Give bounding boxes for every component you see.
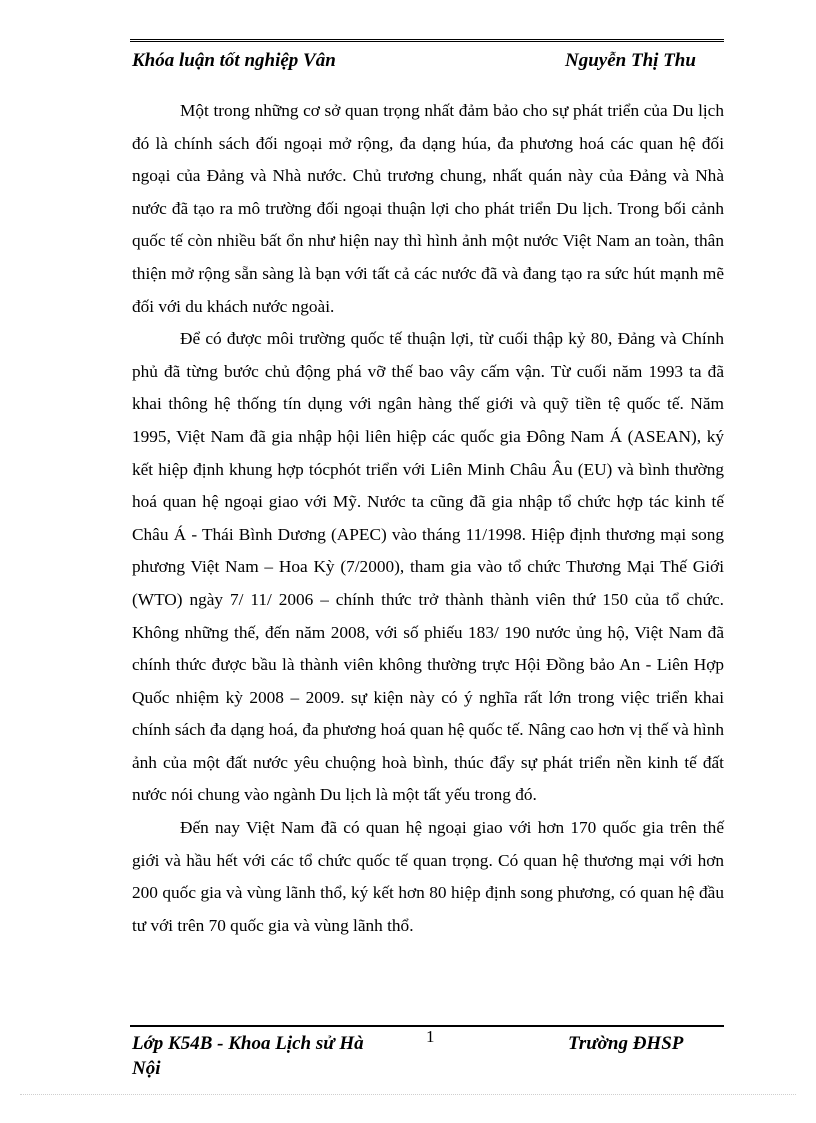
paragraph-3: Đến nay Việt Nam đã có quan hệ ngoại giao với hơn 170 quốc gia trên thế giới và hầu hết với các tổ chức quốc tế quan trọng. Có quan hệ thương mại với hơn 200 quốc gia và vùng lãnh thổ, ký kết hơn 80 hiệp định song phương, có quan hệ đầu tư với trên 70 quốc gia và vùng lãnh thổ. (132, 818, 724, 935)
footer-school-name: Trường ĐHSP (568, 1033, 684, 1054)
footer-class-info: Lớp K54B - Khoa Lịch sử Hà Nội (132, 1033, 364, 1079)
page-number: 1 (426, 1027, 435, 1046)
page-bottom-border (20, 1094, 796, 1095)
document-body (132, 95, 724, 942)
header-thesis-title: Khóa luận tốt nghiệp Vân (132, 50, 336, 71)
header-author-name: Nguyễn Thị Thu (565, 50, 696, 71)
paragraph-1: Một trong những cơ sở quan trọng nhất đảm bảo cho sự phát triển của Du lịch đó là chính sách đối ngoại mở rộng, đa dạng húa, đa phương hoá các quan hệ đối ngoại của Đảng và Nhà nước. Chủ trương chung, nhất quán này của Đảng và Nhà nước đã tạo ra mô trường đối ngoại thuận lợi cho phát triển Du lịch. Trong bối cảnh quốc tế còn nhiều bất ổn như hiện nay thì hình ảnh một nước Việt Nam an toàn, thân thiện mở rộng sẵn sàng là bạn với tất cả các nước đã và đang tạo ra sức hút mạnh mẽ đối với du khách nước ngoài. (132, 101, 724, 316)
header-rule (130, 39, 724, 42)
paragraph-2: Để có được môi trường quốc tế thuận lợi, từ cuối thập kỷ 80, Đảng và Chính phủ đã từng bước chủ động phá vỡ thế bao vây cấm vận. Từ cuối năm 1993 ta đã khai thông hệ thống tín dụng với ngân hàng thế giới và quỹ tiền tệ quốc tế. Năm 1995, Việt Nam đã gia nhập hội liên hiệp các quốc gia Đông Nam Á (ASEAN), ký kết hiệp định khung hợp tócphót triển với Liên Minh Châu Âu (EU) và bình thường hoá quan hệ ngoại giao với Mỹ. Nước ta cũng đã gia nhập tổ chức hợp tác kinh tế Châu Á - Thái Bình Dương (APEC) vào tháng 11/1998. Hiệp định thương mại song phương Việt Nam – Hoa Kỳ (7/2000), tham gia vào tổ chức Thương Mại Thế Giới (WTO) ngày 7/ 11/ 2006 – chính thức trở thành thành viên thứ 150 của tổ chức. Không những thế, đến năm 2008, với số phiếu 183/ 190 nước ủng hộ, Việt Nam đã chính thức được bầu là thành viên không thường trực Hội Đồng bảo An - Liên Hợp Quốc nhiệm kỳ 2008 – 2009. sự kiện này có ý nghĩa rất lớn trong việc triển khai chính sách đa dạng hoá, đa phương hoá quan hệ quốc tế. Nâng cao hơn vị thế và hình ảnh của một đất nước yêu chuộng hoà bình, thúc đẩy sự phát triển nền kinh tế đất nước nói chung vào ngành Du lịch là một tất yếu trong đó. (132, 329, 724, 805)
